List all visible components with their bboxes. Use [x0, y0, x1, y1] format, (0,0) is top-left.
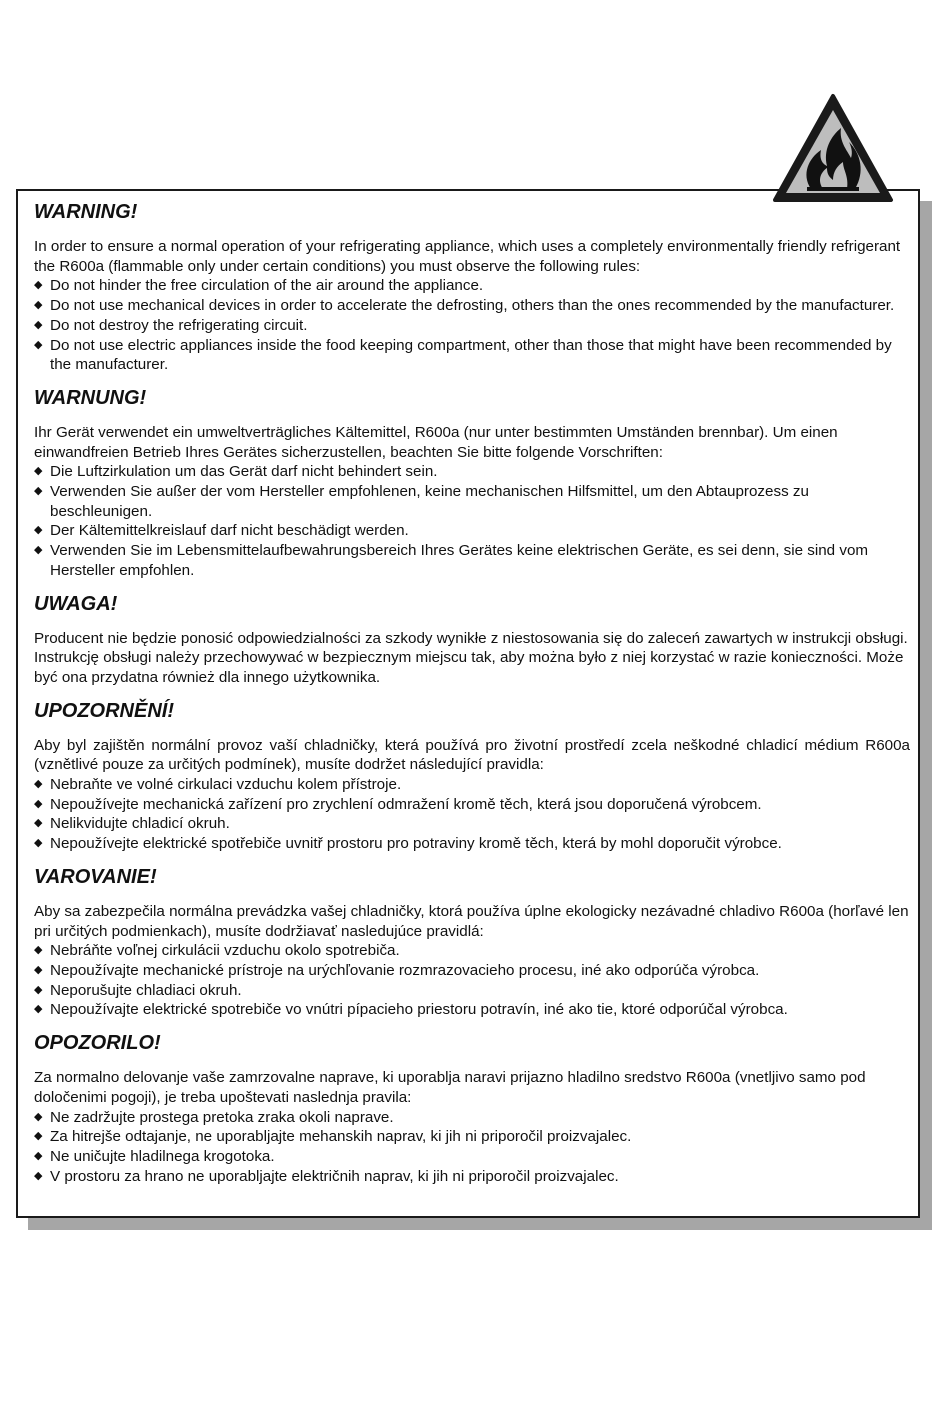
- list-item: [34, 1000, 910, 1020]
- diamond-bullet-icon: ◆: [34, 983, 43, 996]
- section-german: [34, 385, 910, 581]
- section-intro: Za normalno delovanje vaše zamrzovalne naprave, ki uporablja naravi prijazno hladilno sredstvo R600a (vnetljivo samo pod določenimi pogoji), je treba upoštevati naslednja pravila:: [34, 1069, 866, 1106]
- list-item-text: Nelikvidujte chladicí okruh.: [50, 815, 230, 833]
- list-item-text: Za hitrejše odtajanje, ne uporabljajte mehanskih naprav, ki jih ni priporočil proizvajalec.: [50, 1128, 632, 1146]
- list-item: [34, 296, 910, 316]
- diamond-bullet-icon: ◆: [34, 299, 43, 312]
- list-item: [34, 981, 910, 1001]
- list-item-text: Ne uničujte hladilnega krogotoka.: [50, 1147, 275, 1165]
- warning-content: [34, 199, 910, 1196]
- list-item: [34, 961, 910, 981]
- diamond-bullet-icon: ◆: [34, 1169, 43, 1182]
- rule-list: [34, 941, 910, 1020]
- list-item: [34, 795, 910, 815]
- list-item-text: Nebraňte ve volné cirkulaci vzduchu kolem přístroje.: [50, 776, 402, 794]
- section-intro: Aby sa zabezpečila normálna prevádzka vašej chladničky, ktorá používa úplne ekologicky nezávadné chladivo R600a (horľavé len pri určitých podmienkach), musíte dodržiavať nasledujúce pravidlá:: [34, 902, 909, 940]
- diamond-bullet-icon: ◆: [34, 1003, 43, 1016]
- diamond-bullet-icon: ◆: [34, 963, 43, 976]
- diamond-bullet-icon: ◆: [34, 837, 43, 850]
- section-title: WARNING!: [34, 201, 138, 223]
- list-item: [34, 1108, 910, 1128]
- list-item: [34, 1167, 910, 1187]
- list-item-text: Nepoužívajte elektrické spotrebiče vo vnútri pípacieho priestoru potravín, iné ako tie, ktoré odporúčal výrobca.: [50, 1001, 788, 1019]
- list-item: [34, 775, 910, 795]
- diamond-bullet-icon: ◆: [34, 944, 43, 957]
- list-item-text: Verwenden Sie außer der vom Hersteller empfohlenen, keine mechanischen Hilfsmittel, um den Abtauprozess zu beschleunigen.: [50, 483, 809, 520]
- rule-list: [34, 1108, 910, 1187]
- diamond-bullet-icon: ◆: [34, 1110, 43, 1123]
- section-polish: [34, 591, 910, 688]
- section-title: VAROVANIE!: [34, 865, 157, 888]
- list-item: [34, 462, 910, 482]
- section-intro: Aby byl zajištěn normální provoz vaší chladničky, která používá pro životní prostředí zcela neškodné chladicí médium R600a (vznětlivé pouze za určitých podmínek), musíte dodržet následující pravidla:: [34, 736, 910, 774]
- diamond-bullet-icon: ◆: [34, 544, 43, 557]
- rule-list: [34, 276, 910, 375]
- diamond-bullet-icon: ◆: [34, 797, 43, 810]
- section-english: [34, 199, 910, 375]
- list-item-text: Neporušujte chladiaci okruh.: [50, 981, 242, 999]
- section-czech: [34, 698, 910, 854]
- list-item: [34, 521, 910, 541]
- list-item: [34, 336, 910, 375]
- list-item-text: Do not use electric appliances inside the food keeping compartment, other than those that might have been recommended by the manufacturer.: [50, 336, 892, 374]
- list-item: [34, 941, 910, 961]
- diamond-bullet-icon: ◆: [34, 524, 43, 537]
- rule-list: [34, 775, 910, 854]
- section-title: WARNUNG!: [34, 386, 147, 409]
- rule-list: [34, 462, 910, 580]
- section-slovenian: [34, 1030, 910, 1186]
- list-item-text: Verwenden Sie im Lebensmittelaufbewahrungsbereich Ihres Gerätes keine elektrischen Geräte, es sei denn, sie sind vom Hersteller empfohlen.: [50, 542, 869, 579]
- section-intro: In order to ensure a normal operation of your refrigerating appliance, which uses a completely environmentally friendly refrigerant the R600a (flammable only under certain conditions) you must observe the following rules:: [34, 238, 901, 275]
- list-item: [34, 814, 910, 834]
- list-item-text: Der Kältemittelkreislauf darf nicht beschädigt werden.: [50, 522, 409, 540]
- diamond-bullet-icon: ◆: [34, 279, 43, 292]
- diamond-bullet-icon: ◆: [34, 817, 43, 830]
- section-intro: Ihr Gerät verwendet ein umweltverträgliches Kältemittel, R600a (nur unter bestimmten Umständen brennbar). Um einen einwandfreien Betrieb Ihres Gerätes sicherzustellen, beachten Sie bitte folgende Vorschriften:: [34, 423, 838, 461]
- list-item-text: Nepoužívejte mechanická zařízení pro zrychlení odmražení kromě těch, která jsou doporučená výrobcem.: [50, 795, 762, 813]
- list-item-text: Nepoužívajte mechanické prístroje na urýchľovanie rozmrazovacieho procesu, iné ako odporúča výrobca.: [50, 961, 760, 979]
- list-item: [34, 834, 910, 854]
- list-item-text: Do not hinder the free circulation of the air around the appliance.: [50, 277, 484, 295]
- section-intro: Producent nie będzie ponosić odpowiedzialności za szkody wynikłe z niestosowania się do zaleceń zawartych w instrukcji obsługi. Instrukcję obsługi należy przechowywać w bezpiecznym miejscu tak, aby można było z niej korzystać w razie konieczności. Może być ona przydatna również dla innego użytkownika.: [34, 629, 908, 686]
- list-item: [34, 1147, 910, 1167]
- diamond-bullet-icon: ◆: [34, 338, 43, 351]
- list-item-text: Nebráňte voľnej cirkulácii vzduchu okolo spotrebiča.: [50, 942, 400, 960]
- diamond-bullet-icon: ◆: [34, 778, 43, 791]
- section-title: UWAGA!: [34, 592, 118, 615]
- list-item: [34, 482, 910, 521]
- list-item-text: Nepoužívejte elektrické spotřebiče uvnitř prostoru pro potraviny kromě těch, která by mohl doporučit výrobce.: [50, 835, 782, 853]
- list-item: [34, 316, 910, 336]
- list-item: [34, 541, 910, 580]
- list-item: [34, 1127, 910, 1147]
- diamond-bullet-icon: ◆: [34, 465, 43, 478]
- diamond-bullet-icon: ◆: [34, 485, 43, 498]
- section-title: UPOZORNĚNÍ!: [34, 699, 174, 722]
- diamond-bullet-icon: ◆: [34, 1149, 43, 1162]
- section-title: OPOZORILO!: [34, 1032, 161, 1055]
- warning-box: [16, 189, 920, 1218]
- list-item-text: V prostoru za hrano ne uporabljajte električnih naprav, ki jih ni priporočil proizvajalec.: [50, 1167, 619, 1185]
- list-item-text: Do not use mechanical devices in order to accelerate the defrosting, others than the ones recommended by the manufacturer.: [50, 297, 895, 315]
- list-item-text: Do not destroy the refrigerating circuit.: [50, 316, 308, 334]
- list-item: [34, 276, 910, 296]
- diamond-bullet-icon: ◆: [34, 1130, 43, 1143]
- flammable-warning-icon: [771, 92, 895, 204]
- list-item-text: Ne zadržujte prostega pretoka zraka okoli naprave.: [50, 1108, 394, 1126]
- section-slovak: [34, 864, 910, 1020]
- list-item-text: Die Luftzirkulation um das Gerät darf nicht behindert sein.: [50, 463, 438, 481]
- diamond-bullet-icon: ◆: [34, 318, 43, 331]
